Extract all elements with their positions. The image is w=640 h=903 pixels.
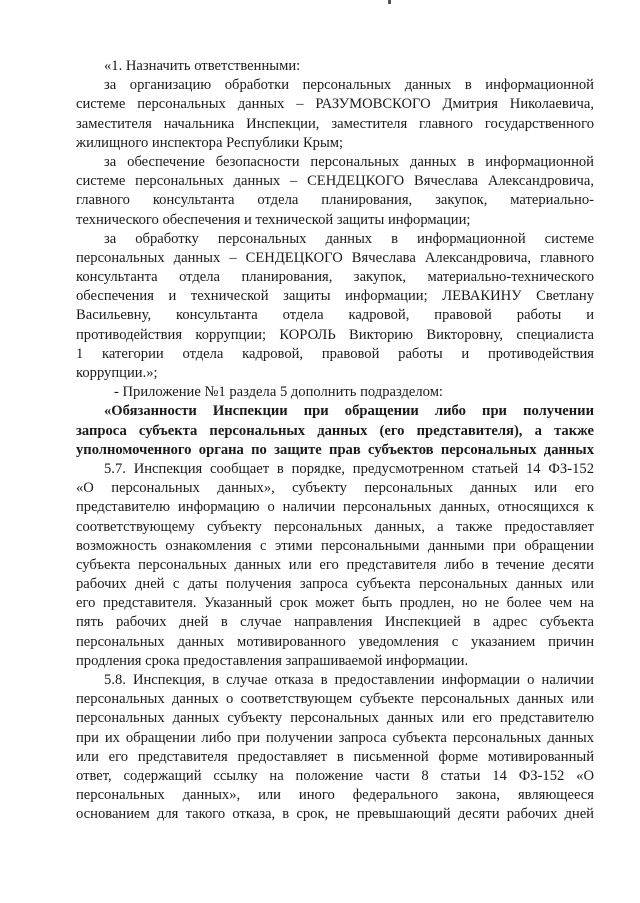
document-body <box>76 57 594 825</box>
text-line: системе персональных данных – РАЗУМОВСКОГО Дмитрия Николаевича, <box>76 96 594 113</box>
text-line: рабочих дней с даты получения запроса субъекта персональных данных или <box>76 576 594 593</box>
text-line: главного консультанта отдела планирования, закупок, материально- <box>76 192 594 209</box>
text-line: системе персональных данных – СЕНДЕЦКОГО Вячеслава Александровича, <box>76 173 594 190</box>
text-line: 5.8. Инспекция, в случае отказа в предоставлении информации о наличии <box>104 672 594 688</box>
text-line: за организацию обработки персональных данных в информационной <box>104 77 594 94</box>
text-line: «Обязанности Инспекции при обращении либо при получении <box>104 403 594 420</box>
text-line: представителю информацию о наличии персональных данных, относящихся к <box>76 499 594 516</box>
text-line: ответ, содержащий ссылку на положение части 8 статьи 14 ФЗ-152 «О <box>76 767 594 784</box>
text-line: персональных данных субъекту персональных данных или его представителю <box>76 710 594 727</box>
text-line: Васильевну, консультанта отдела кадровой, правовой работы и <box>76 307 594 324</box>
text-line: жилищного инспектора Республики Крым; <box>76 134 344 151</box>
text-line: 1 категории отдела кадровой, правовой работы и противодействия <box>76 345 594 362</box>
text-line: 5.7. Инспекция сообщает в порядке, предусмотренном статьей 14 ФЗ-152 <box>104 460 594 477</box>
text-line: при их обращении либо при получении запроса субъекта персональных данных <box>76 729 594 746</box>
text-line: заместителя начальника Инспекции, заместителя главного государственного <box>76 115 594 132</box>
text-line: персональных данных – СЕНДЕЦКОГО Вячеслава Александровича, главного <box>76 249 594 266</box>
text-line: пять рабочих дней в случае направления Инспекцией в адрес субъекта <box>76 614 594 631</box>
text-line: технического обеспечения и технической защиты информации; <box>76 211 471 228</box>
text-line: обеспечения и технической защиты информации; ЛЕВАКИНУ Светлану <box>76 288 594 305</box>
text-line: «1. Назначить ответственными: <box>104 58 301 74</box>
text-line: «О персональных данных», субъекту персональных данных или его <box>76 480 594 497</box>
text-line: противодействия коррупции; КОРОЛЬ Викторию Викторовну, специалиста <box>76 326 594 343</box>
text-line: за обработку персональных данных в информационной системе <box>104 230 594 247</box>
text-line: консультанта отдела планирования, закупок, материально-технического <box>76 269 594 286</box>
text-line: продления срока предоставления запрашиваемой информации. <box>76 652 469 669</box>
text-line: персональных данных», или иного федерального закона, являющееся <box>76 787 594 804</box>
page-number-mark <box>388 0 391 4</box>
text-line: субъекта персональных данных или его представителя либо в течение десяти <box>76 556 594 573</box>
text-line: уполномоченного органа по защите прав субъектов персональных данных <box>76 441 594 458</box>
text-line: коррупции.»; <box>76 365 158 381</box>
text-line: основанием для такого отказа, в срок, не превышающий десяти рабочих дней <box>76 806 594 823</box>
text-line: возможность ознакомления с этими персональными данными при обращении <box>76 537 594 554</box>
text-line: персональных данных о соответствующем субъекте персональных данных или <box>76 691 594 708</box>
text-line: - Приложение №1 раздела 5 дополнить подразделом: <box>114 384 443 401</box>
text-line: запроса субъекта персональных данных (его представителя), а также <box>76 422 594 439</box>
text-line: или его представителя предоставляет в письменной форме мотивированный <box>76 748 594 765</box>
text-line: соответствующему субъекту персональных данных, а также предоставляет <box>76 518 594 535</box>
text-line: за обеспечение безопасности персональных данных в информационной <box>104 153 594 170</box>
text-line: персональных данных мотивированного уведомления с указанием причин <box>76 633 594 650</box>
text-line: его представителя. Указанный срок может быть продлен, но не более чем на <box>76 595 594 612</box>
